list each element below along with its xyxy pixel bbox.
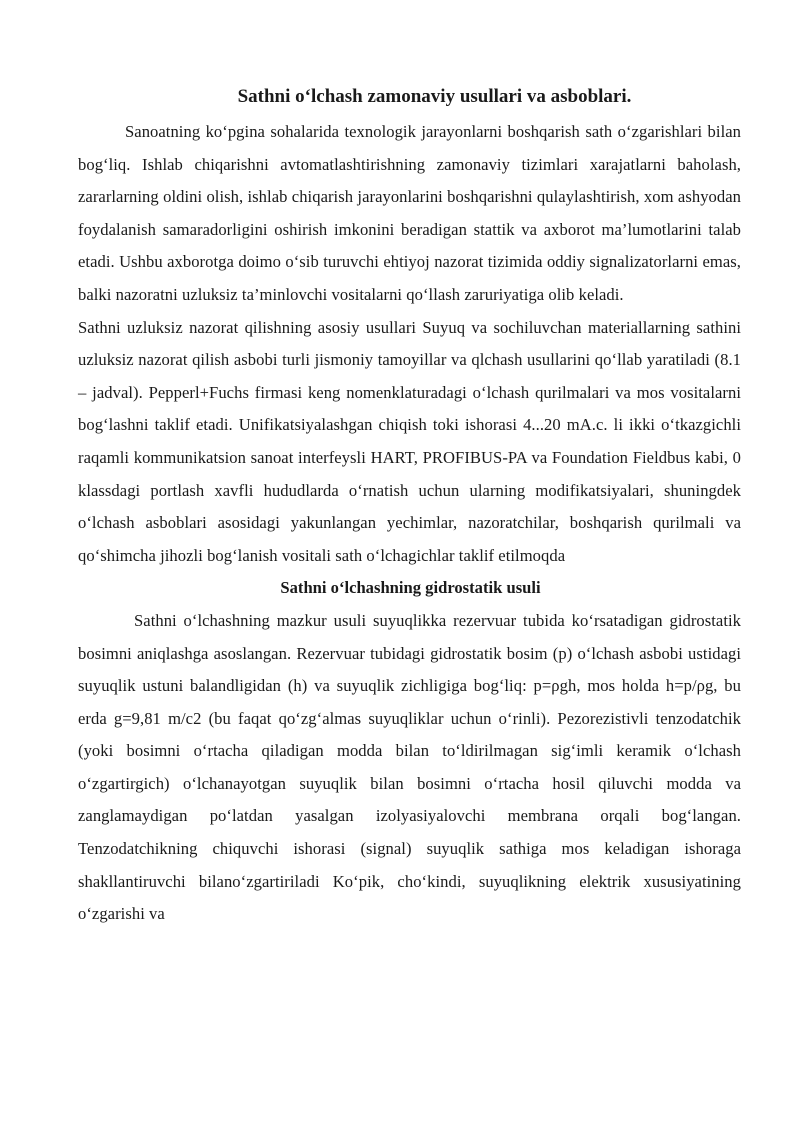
paragraph-continuous-control: Sathni uzluksiz nazorat qilishning asosiy usullari Suyuq va sochiluvchan materiallarning sathini uzluksiz nazorat qilish asbobi turli jismoniy tamoyillar va qlchash usullarini qo‘llab yaratiladi (8.1 – jadval). Pepperl+Fuchs firmasi keng nomenklaturadagi o‘lchash qurilmalari va mos vositalarni bog‘lashni taklif etadi. Unifikatsiyalashgan chiqish toki ishorasi 4...20 mA.c. li ikki o‘tkazgichli raqamli kommunikatsion sanoat interfeysli HART, PROFIBUS-PA va Foundation Fieldbus kabi, 0 klassdagi portlash xavfli hududlarda o‘rnatish uchun ularning modifikatsiyalari, shuningdek o‘lchash asboblari asosidagi yakunlangan yechimlar, nazoratchilar, boshqarish qurilmali va qo‘shimcha jihozli bog‘lanish vositali sath o‘lchagichlar taklif etilmoqda xyxy=(78,317,741,565)
section-title: Sathni o‘lchashning gidrostatik usuli xyxy=(280,578,541,598)
document-title: Sathni o‘lchash zamonaviy usullari va asboblari. xyxy=(237,86,632,107)
paragraph-hydrostatic: Sathni o‘lchashning mazkur usuli suyuqlikka rezervuar tubida ko‘rsatadigan gidrostatik bosimni aniqlashga asoslangan. Rezervuar tubidagi gidrostatik bosim (p) o‘lchash asbobi ustidagi suyuqlik ustuni balandligidan (h) va suyuqlik zichligiga bog‘liq: p=ρgh, mos holda h=p/ρg, bu erda g=9,81 m/c2 (bu faqat qo‘zg‘almas suyuqliklar uchun o‘rinli). Pezorezistivli tenzodatchik (yoki bosimni o‘rtacha qiladigan modda bilan to‘ldirilmagan sig‘imli keramik o‘lchash o‘zgartirgich) o‘lchanayotgan suyuqlik bilan bosimni o‘rtacha hosil qiluvchi modda va zanglamaydigan po‘latdan yasalgan izolyasiyalovchi membrana orqali bog‘langan. Tenzodatchikning chiquvchi ishorasi (signal) suyuqlik sathiga mos keladigan ishoraga shakllantiruvchi bilano‘zgartiriladi Ko‘pik, cho‘kindi, suyuqlikning elektrik xususiyatining o‘zgarishi va xyxy=(78,610,741,924)
paragraph-intro: Sanoatning ko‘pgina sohalarida texnologik jarayonlarni boshqarish sath o‘zgarishlari bilan bog‘liq. Ishlab chiqarishni avtomatlashtirishning zamonaviy tizimlari xarajatlarni baholash, zararlarning oldini olish, ishlab chiqarish jarayonlarini boshqarishni qulaylashtirish, xom ashyodan foydalanish samaradorligini oshirish imkonini beradigan stattik va axborot ma’lumotlarini talab etadi. Ushbu axborotga doimo o‘sib turuvchi ehtiyoj nazorat tizimida oddiy signalizatorlarni emas, balki nazoratni uzluksiz ta’minlovchi vositalarni qo‘llash zaruriyatiga olib keladi. xyxy=(78,122,741,304)
document-page xyxy=(78,82,741,931)
